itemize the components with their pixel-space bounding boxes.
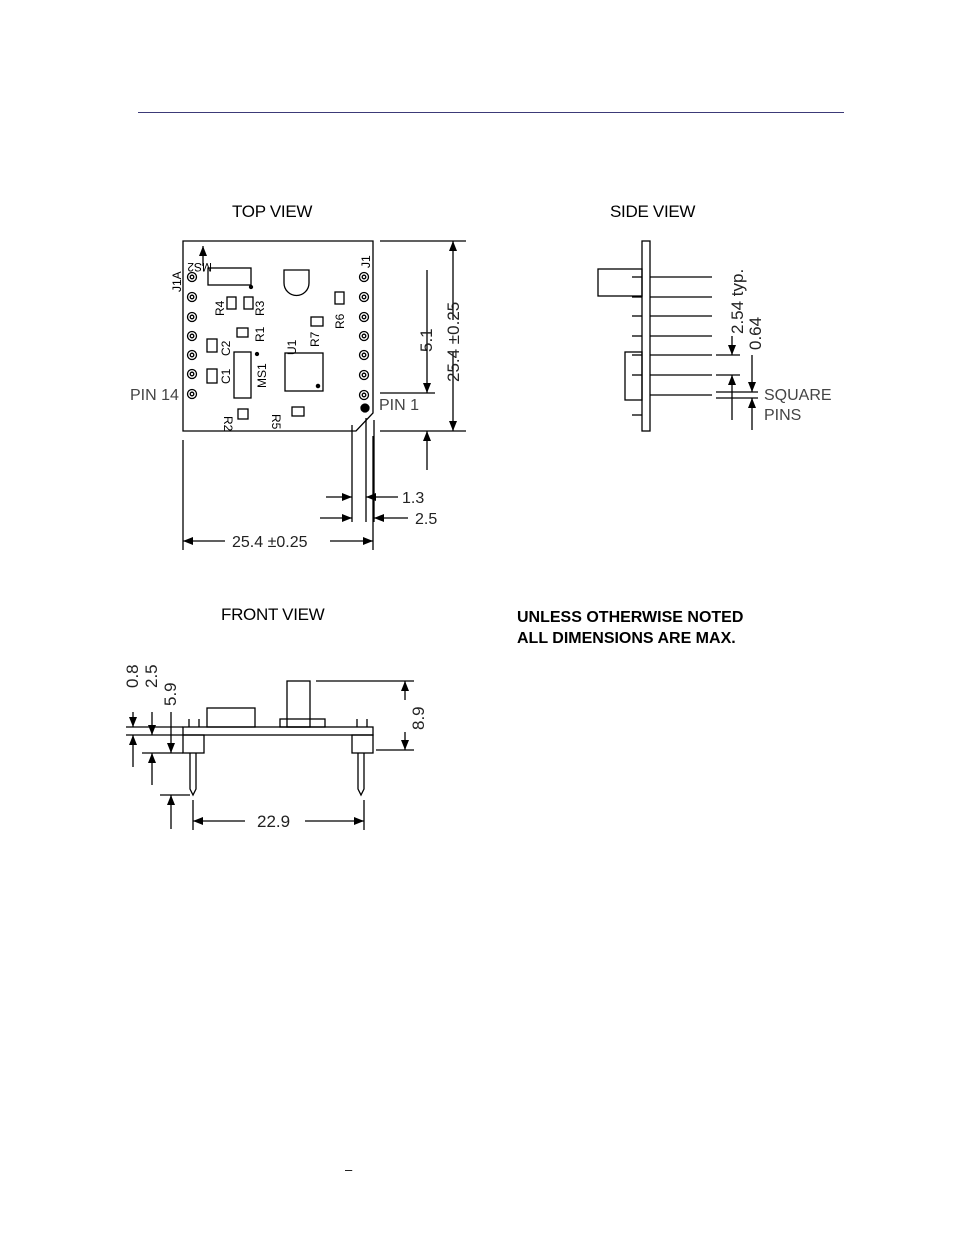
label-pin-1: PIN 1 (379, 397, 420, 414)
dim-pin1-offset: 5.1 (417, 328, 436, 352)
side-view-pins (632, 277, 712, 415)
label-c2: C2 (219, 340, 233, 356)
label-u1: U1 (285, 339, 299, 355)
dim-board-width: 25.4 ±0.25 (232, 534, 308, 551)
right-pin-column (360, 273, 370, 413)
dim-board-thickness: 0.8 (123, 664, 142, 688)
dim-header-height: 2.5 (142, 664, 161, 688)
side-view-ms1 (625, 352, 642, 400)
dim-pin-pitch: 2.54 typ. (728, 268, 747, 334)
side-view-board (642, 241, 650, 431)
label-r5: R5 (269, 414, 283, 430)
front-view-sensor (287, 681, 310, 727)
label-r1: R1 (253, 326, 267, 342)
dim-pin-size: 0.64 (746, 316, 765, 350)
label-r2: R2 (221, 416, 235, 432)
note-line-1: UNLESS OTHERWISE NOTED (517, 609, 744, 626)
label-ms1: MS1 (255, 363, 269, 388)
note-line-2: ALL DIMENSIONS ARE MAX. (517, 630, 736, 647)
label-pin-14: PIN 14 (130, 387, 179, 404)
label-r4: R4 (213, 300, 227, 316)
label-j1: J1 (359, 255, 373, 268)
side-view-heading: SIDE VIEW (610, 202, 696, 221)
top-view-heading: TOP VIEW (232, 202, 313, 221)
label-square: SQUARE (764, 387, 832, 404)
dim-board-height: 25.4 ±0.25 (444, 301, 463, 382)
top-view-labels (130, 255, 463, 551)
label-j1a: J1A (170, 271, 184, 292)
front-view-board (183, 727, 373, 735)
front-view-heading: FRONT VIEW (221, 605, 325, 624)
label-r6: R6 (333, 313, 347, 329)
label-pins: PINS (764, 407, 802, 424)
side-view-sensor (598, 269, 642, 296)
dim-pin-length: 5.9 (161, 682, 180, 706)
front-view-ms2 (207, 708, 255, 727)
dim-pin-inset: 1.3 (402, 490, 425, 507)
label-r3: R3 (253, 300, 267, 316)
dim-total-height: 8.9 (409, 706, 428, 730)
left-pin-column (188, 273, 197, 399)
side-view-labels (728, 269, 832, 424)
label-c1: C1 (219, 368, 233, 384)
footer-mark: – (345, 1162, 353, 1177)
dim-pin-span: 22.9 (257, 812, 291, 831)
dim-pin-edge: 2.5 (415, 511, 438, 528)
label-ms2: MS2 (187, 260, 212, 274)
label-r7: R7 (308, 331, 322, 347)
front-view-labels (123, 664, 428, 831)
